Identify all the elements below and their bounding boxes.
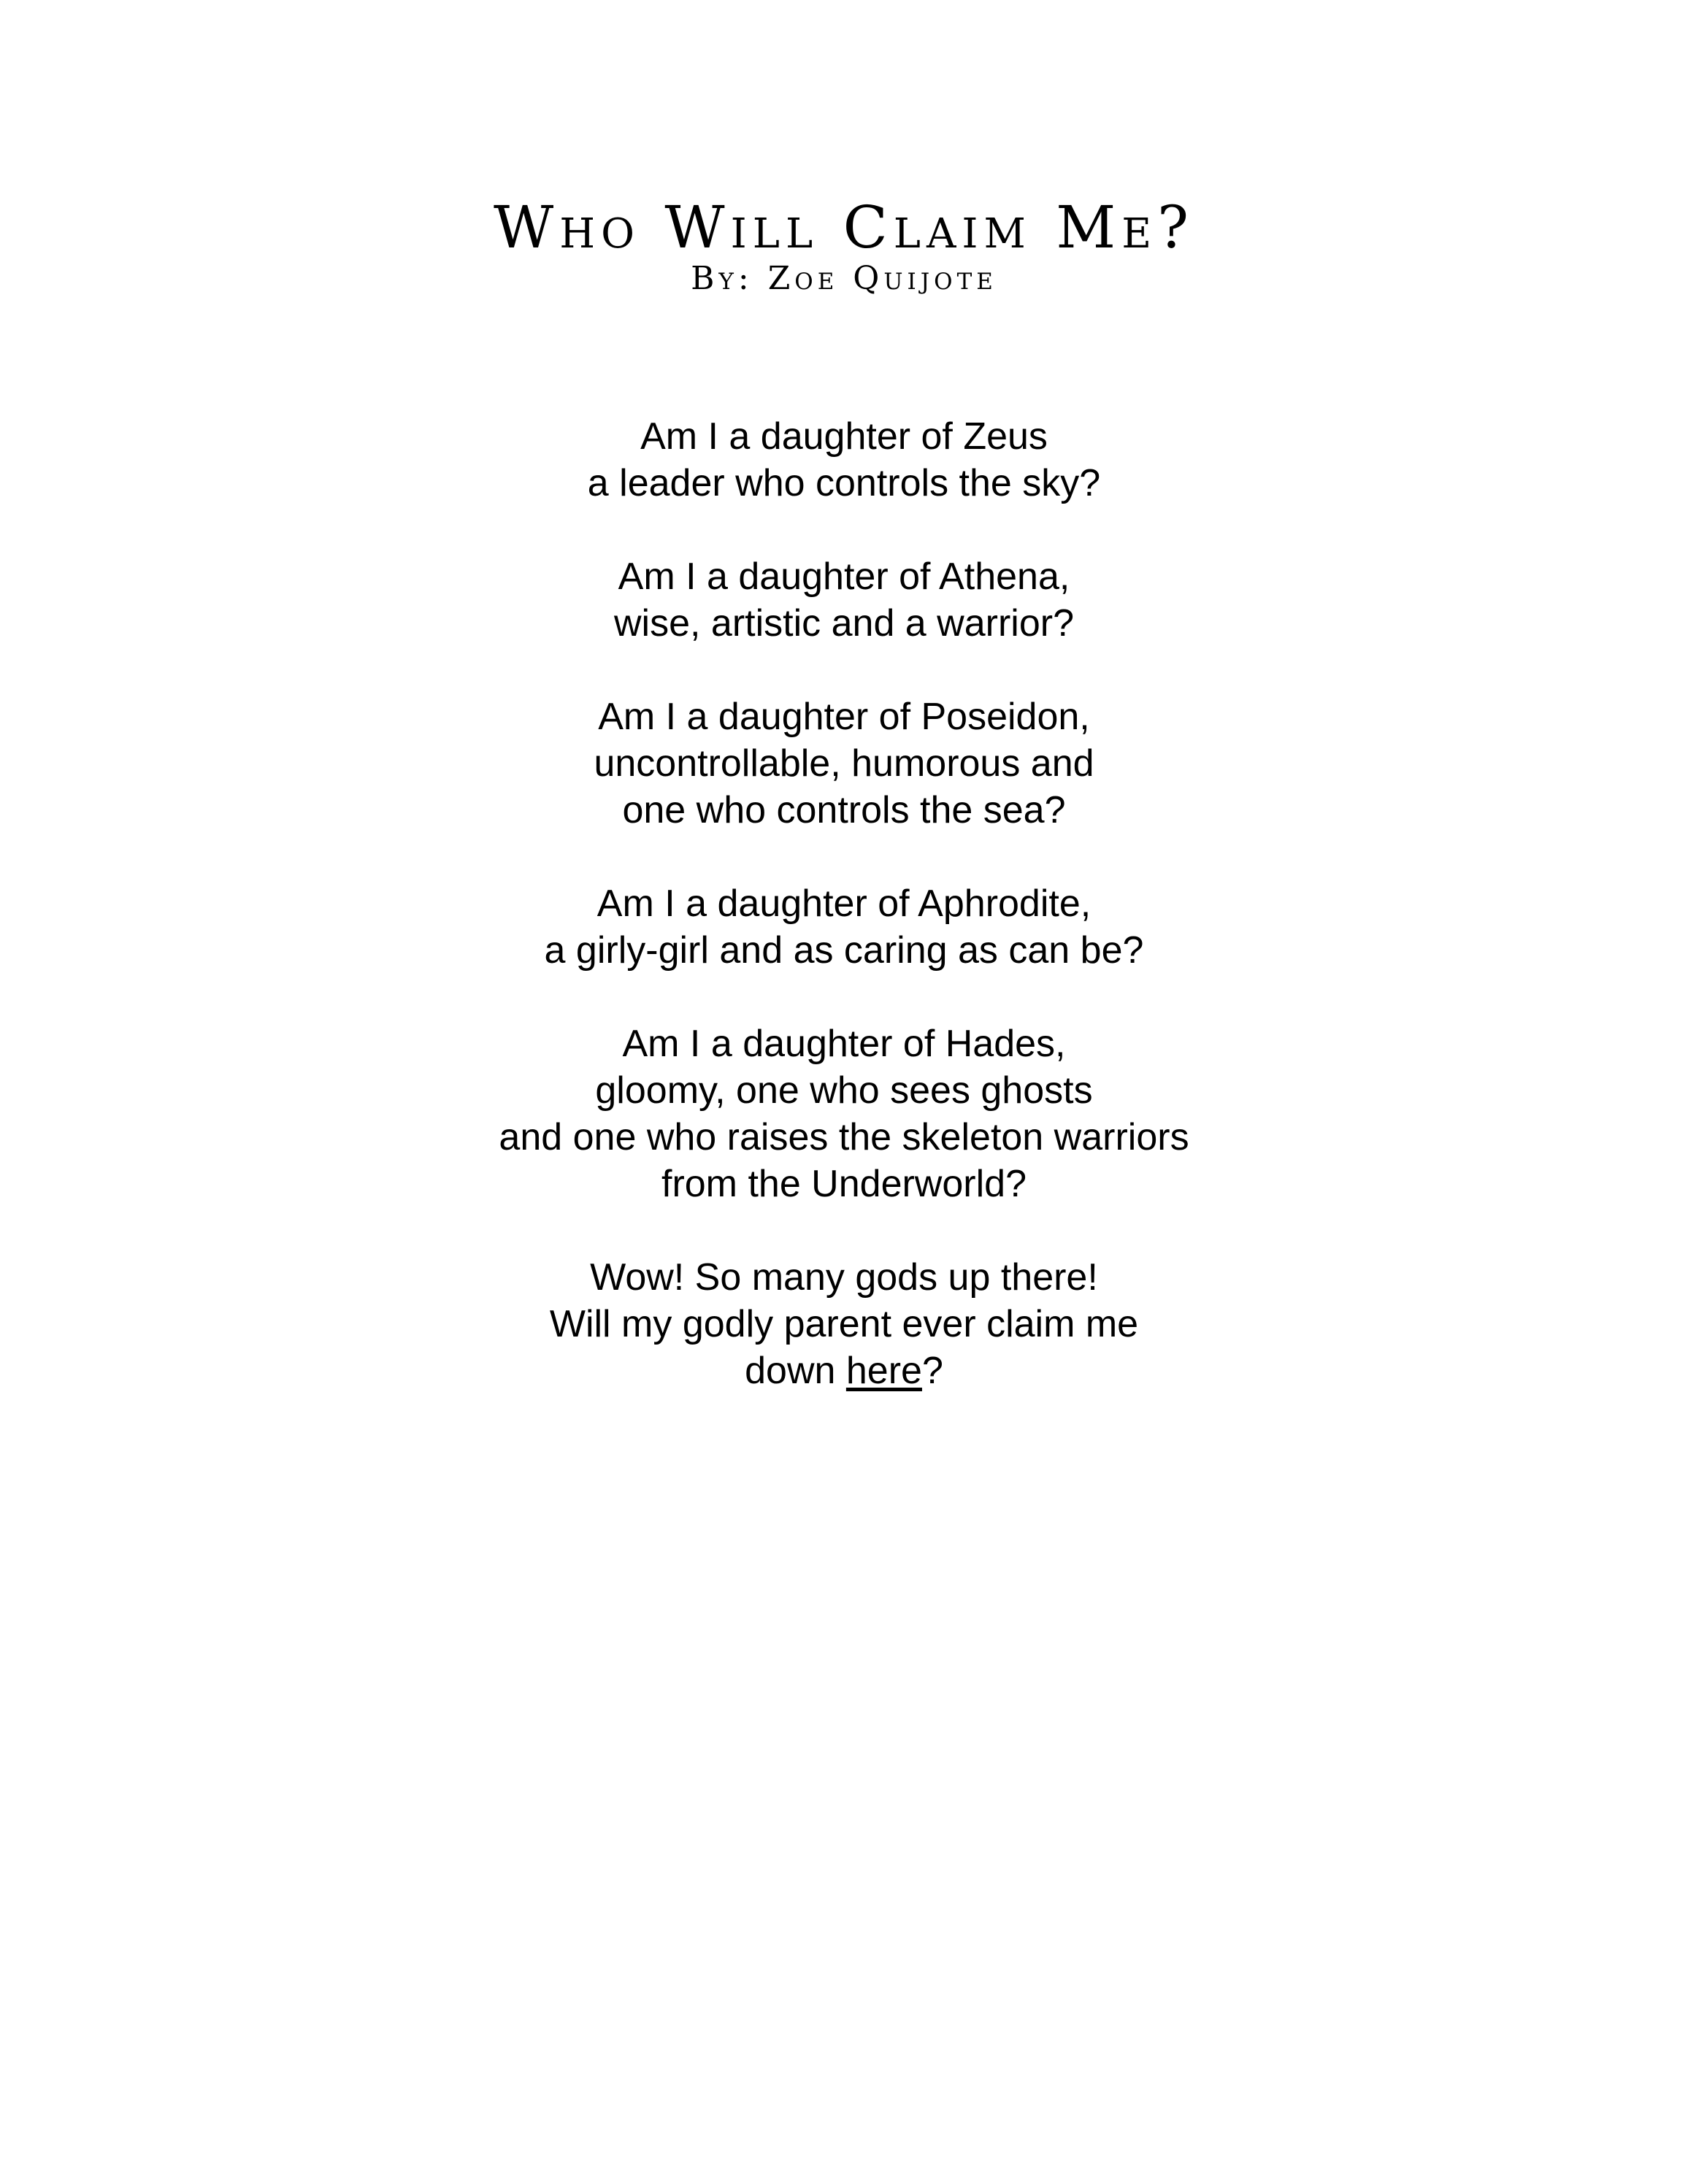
stanza-athena (0, 553, 1688, 647)
poem-line: Am I a daughter of Zeus (640, 415, 1048, 458)
poem-line: uncontrollable, humorous and (594, 742, 1094, 785)
poem-title: Who Will Claim Me? (494, 193, 1194, 261)
poem-line: Am I a daughter of Poseidon, (598, 696, 1090, 738)
final-line-after: ? (921, 1350, 943, 1392)
poem-line: a leader who controls the sky? (587, 462, 1101, 504)
poem-line: one who controls the sea? (622, 789, 1066, 831)
stanza-poseidon (0, 693, 1688, 834)
stanza-zeus (0, 413, 1688, 507)
poem-line: from the Underworld? (661, 1163, 1027, 1205)
poem-line: Am I a daughter of Hades, (622, 1023, 1066, 1065)
poem-line: Am I a daughter of Aphrodite, (596, 883, 1092, 925)
poem-byline: By: Zoe Quijote (691, 260, 997, 297)
poem-body (0, 413, 1688, 1441)
final-line-before: down (745, 1350, 846, 1392)
poem-line: Will my godly parent ever claim me (549, 1303, 1139, 1345)
poem-line: Am I a daughter of Athena, (618, 555, 1070, 598)
stanza-aphrodite (0, 880, 1688, 974)
poem-final-line (0, 1347, 1688, 1394)
poem-line: and one who raises the skeleton warriors (499, 1116, 1189, 1158)
poem-line: wise, artistic and a warrior? (614, 602, 1074, 645)
poem-line: Wow! So many gods up there! (590, 1256, 1098, 1299)
stanza-hades (0, 1020, 1688, 1207)
underlined-word: here (845, 1350, 922, 1392)
stanza-closing (0, 1254, 1688, 1394)
poem-line: gloomy, one who sees ghosts (595, 1069, 1093, 1112)
poem-line: a girly-girl and as caring as can be? (544, 929, 1144, 972)
